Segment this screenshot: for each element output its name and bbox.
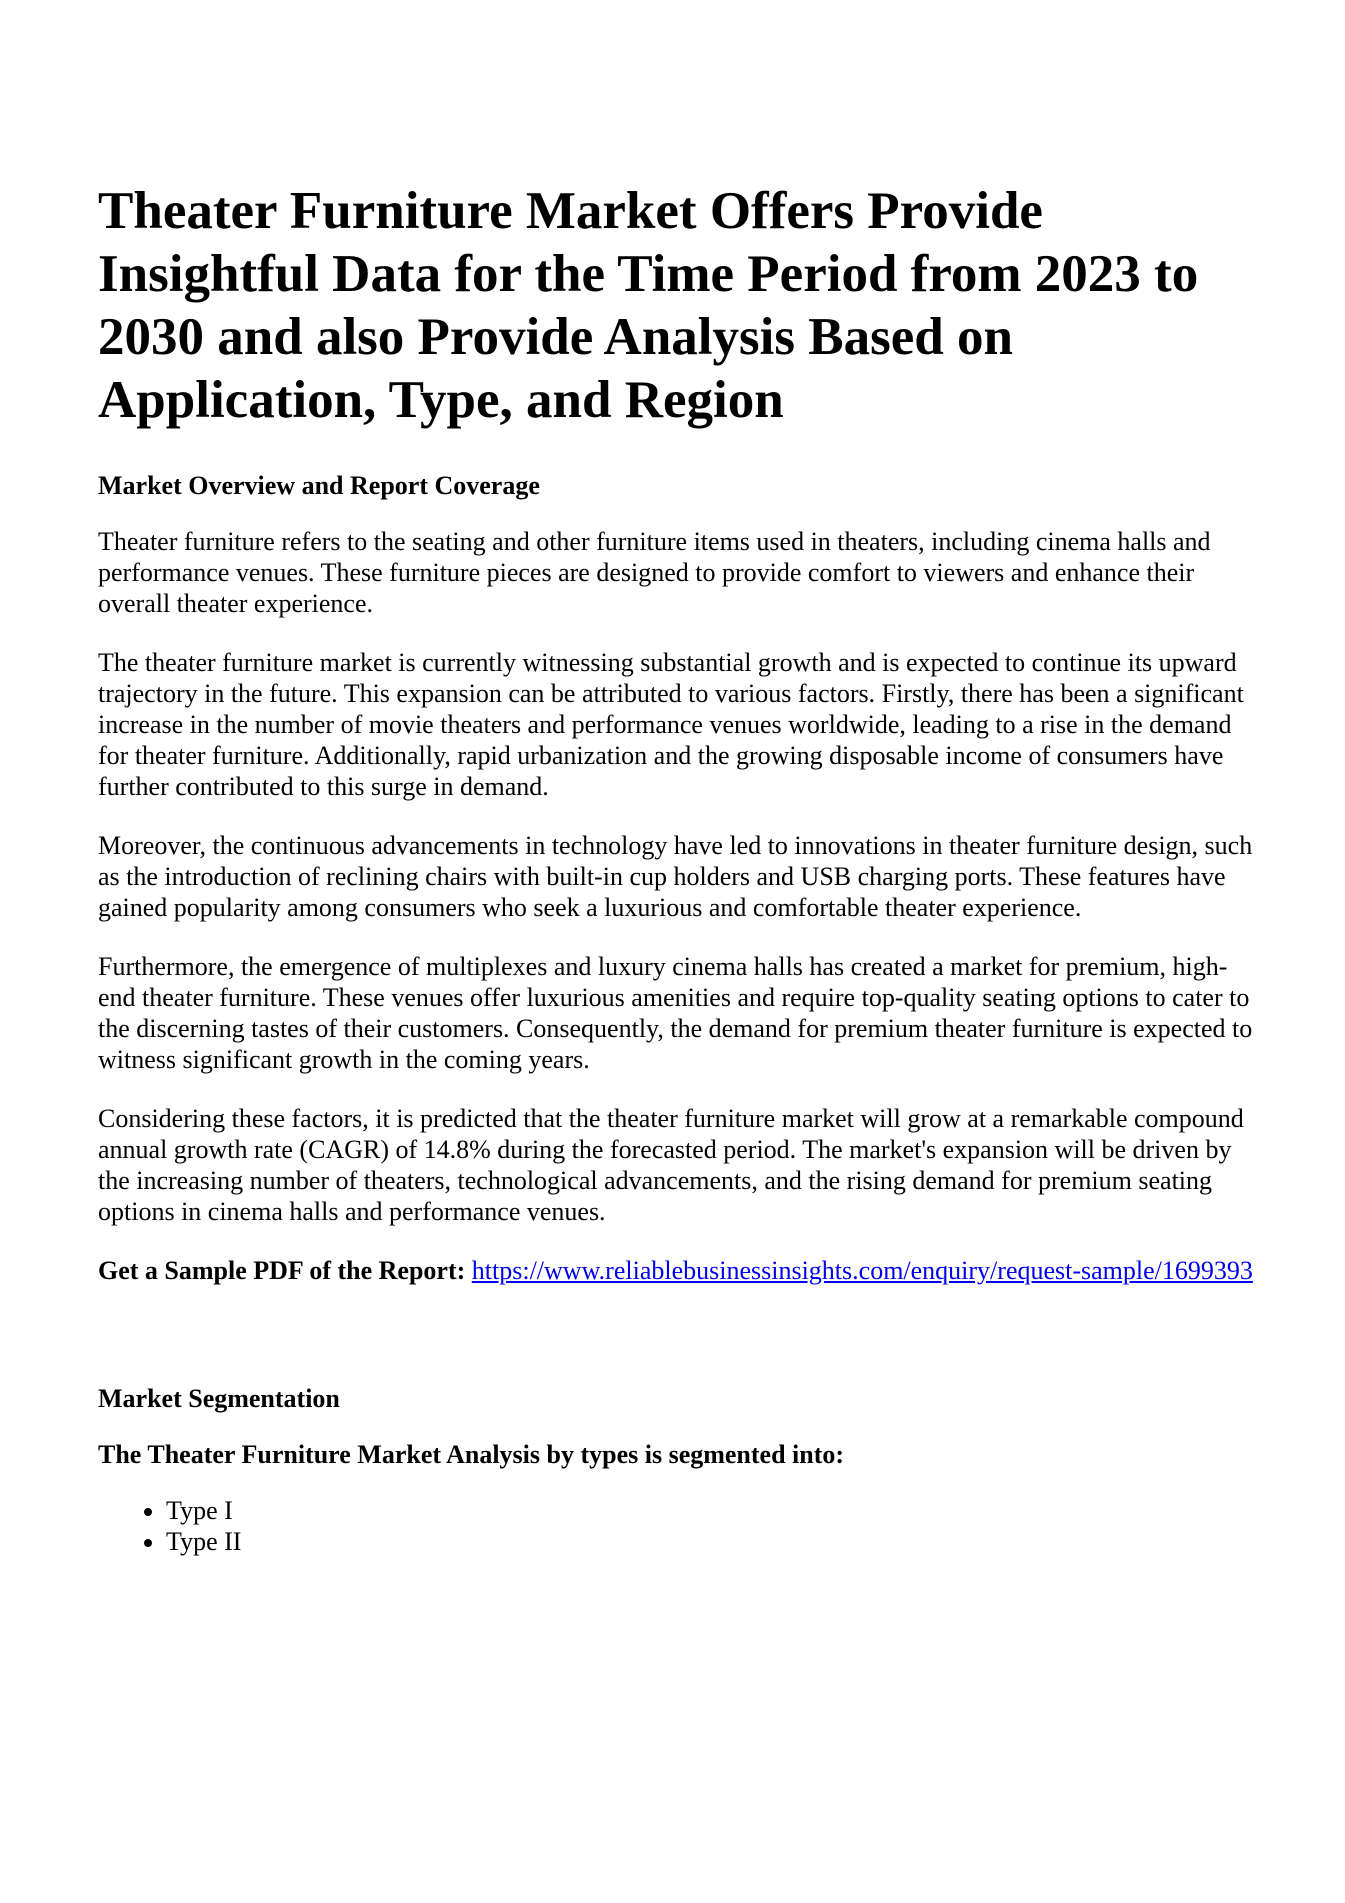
overview-paragraph-3: Moreover, the continuous advancements in technology have led to innovations in theater furniture design, such as the introduction of reclining chairs with built-in cup holders and USB charging ports. These features have gained popularity among consumers who seek a luxurious and comfortable theater experience. — [98, 831, 1253, 922]
section-heading-overview: Market Overview and Report Coverage — [98, 471, 540, 500]
overview-paragraph-2: The theater furniture market is currently witnessing substantial growth and is expected to continue its upward trajectory in the future. This expansion can be attributed to various factors. Firstly, there has been a significant increase in the number of movie theaters and performance venues worldwide, leading to a rise in the demand for theater furniture. Additionally, rapid urbanization and the growing disposable income of consumers have further contributed to this surge in demand. — [98, 648, 1244, 801]
page-title: Theater Furniture Market Offers Provide Insightful Data for the Time Period from 2023 to 2030 and also Provide Analysis Based on Application, Type, and Region — [98, 182, 1199, 429]
section-heading-segmentation: Market Segmentation — [98, 1384, 340, 1413]
overview-paragraph-5: Considering these factors, it is predicted that the theater furniture market will grow at a remarkable compound annual growth rate (CAGR) of 14.8% during the forecasted period. The market's expansion will be driven by the increasing number of theaters, technological advancements, and the rising demand for premium seating options in cinema halls and performance venues. — [98, 1104, 1244, 1226]
overview-paragraph-4: Furthermore, the emergence of multiplexes and luxury cinema halls has created a market for premium, high-end theater furniture. These venues offer luxurious amenities and require top-quality seating options to cater to the discerning tastes of their customers. Consequently, the demand for premium theater furniture is expected to witness significant growth in the coming years. — [98, 952, 1253, 1074]
sample-pdf-line — [98, 1255, 1258, 1286]
document-page — [98, 180, 1258, 1557]
list-item: • Type II — [166, 1526, 1258, 1557]
sample-pdf-link[interactable]: https://www.reliablebusinessinsights.com/enquiry/request-sample/1699393 — [471, 1256, 1253, 1285]
list-item: • Type I — [166, 1495, 1258, 1526]
sample-pdf-label: Get a Sample PDF of the Report: — [98, 1256, 466, 1285]
section-spacer — [98, 1286, 1258, 1383]
types-list — [98, 1495, 1258, 1557]
types-heading: The Theater Furniture Market Analysis by types is segmented into: — [98, 1440, 845, 1469]
overview-paragraph-1: Theater furniture refers to the seating and other furniture items used in theaters, including cinema halls and performance venues. These furniture pieces are designed to provide comfort to viewers and enhance their overall theater experience. — [98, 527, 1211, 618]
